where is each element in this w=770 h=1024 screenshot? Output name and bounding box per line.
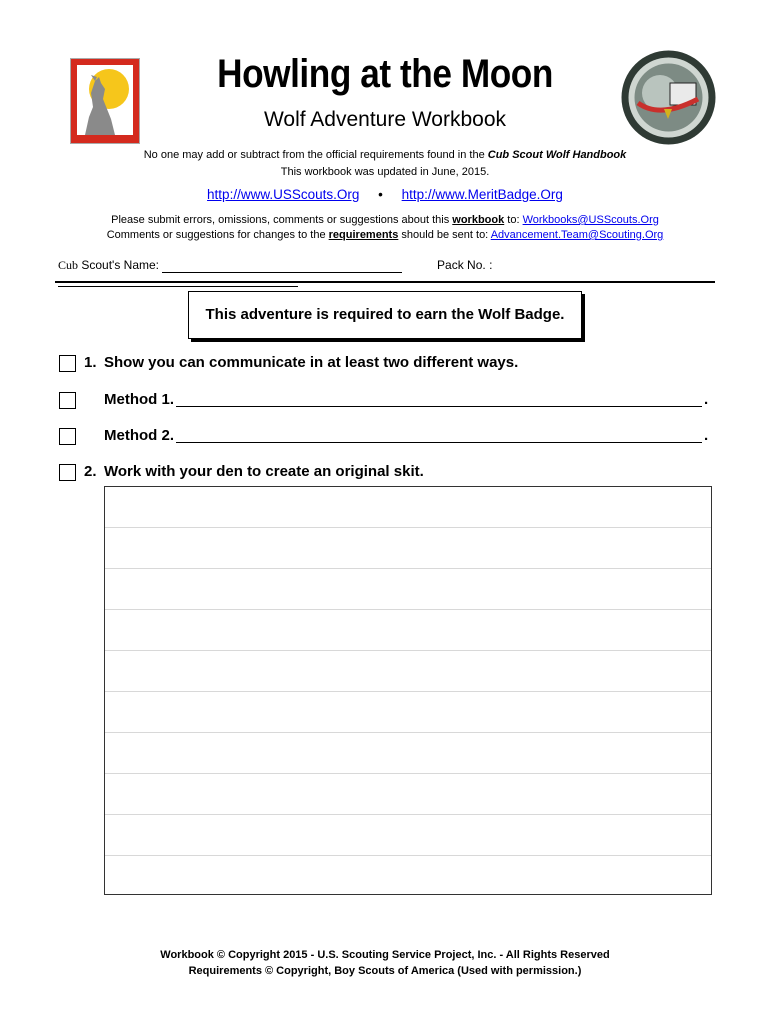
comments-text-mid: should be sent to:	[398, 229, 491, 241]
answer-line	[105, 568, 711, 569]
req1-text: Show you can communicate in at least two different ways.	[104, 354, 519, 371]
answer-line	[105, 527, 711, 528]
method2-field[interactable]	[176, 442, 702, 443]
answer-line	[105, 609, 711, 610]
links-row	[0, 187, 770, 202]
page-title: Howling at the Moon	[217, 52, 553, 96]
updated-date: This workbook was updated in June, 2015.	[280, 166, 490, 178]
req2-text: Work with your den to create an original skit.	[104, 463, 424, 480]
link-separator: •	[378, 187, 383, 202]
req2-number: 2.	[84, 463, 97, 480]
name-label-cub: Cub	[58, 258, 79, 272]
name-label: Scout's Name:	[78, 258, 160, 272]
method1-label: Method 1.	[104, 391, 174, 408]
requirements-notice	[0, 147, 770, 181]
method1-checkbox[interactable]	[59, 392, 76, 409]
req1-number: 1.	[84, 354, 97, 371]
requirements-keyword: requirements	[328, 229, 399, 241]
workbook-copyright: Workbook © Copyright 2015 - U.S. Scouting Service Project, Inc. - All Rights Reserved	[160, 949, 610, 961]
pack-label: Pack No. :	[437, 258, 493, 272]
answer-line	[105, 773, 711, 774]
answer-line	[105, 691, 711, 692]
req2-checkbox[interactable]	[59, 464, 76, 481]
method2-period: .	[704, 427, 709, 444]
comments-text: Comments or suggestions for changes to the	[106, 229, 329, 241]
skit-answer-box[interactable]	[104, 486, 712, 895]
answer-line	[105, 650, 711, 651]
req1-checkbox[interactable]	[59, 355, 76, 372]
submission-info	[0, 213, 770, 243]
answer-line	[105, 814, 711, 815]
page-subtitle: Wolf Adventure Workbook	[263, 108, 506, 131]
usscouts-link[interactable]: http://www.USScouts.Org	[207, 187, 360, 202]
meritbadge-link[interactable]: http://www.MeritBadge.Org	[401, 187, 563, 202]
copyright-footer	[0, 947, 770, 979]
method1-field[interactable]	[176, 406, 702, 407]
workbooks-email-link[interactable]: Workbooks@USScouts.Org	[522, 214, 659, 226]
handbook-name: Cub Scout Wolf Handbook	[487, 149, 627, 161]
notice-text: No one may add or subtract from the official requirements found in the	[143, 149, 488, 161]
advancement-email-link[interactable]: Advancement.Team@Scouting.Org	[490, 229, 664, 241]
answer-line	[105, 855, 711, 856]
requirements-copyright: Requirements © Copyright, Boy Scouts of America (Used with permission.)	[188, 965, 582, 977]
badge-requirement-note: This adventure is required to earn the Wolf Badge.	[188, 291, 582, 339]
workbook-keyword: workbook	[452, 214, 505, 226]
header-divider	[55, 281, 715, 283]
submit-text: Please submit errors, omissions, comments or suggestions about this	[111, 214, 453, 226]
method2-checkbox[interactable]	[59, 428, 76, 445]
scout-name-field[interactable]	[162, 260, 402, 273]
method1-period: .	[704, 391, 709, 408]
submit-text-mid: to:	[504, 214, 523, 226]
method2-label: Method 2.	[104, 427, 174, 444]
answer-line	[105, 732, 711, 733]
